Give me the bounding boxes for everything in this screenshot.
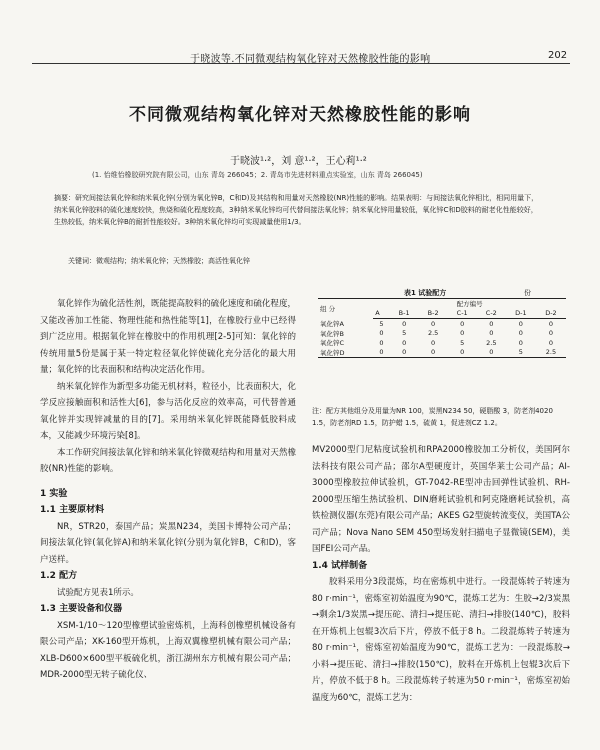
- table-cell: 0: [548, 329, 554, 338]
- column-header: C-1: [448, 309, 477, 319]
- article-keywords: 关键词：微观结构；纳米氧化锌；天然橡胶；高活性氧化锌: [68, 257, 250, 265]
- section-heading-experiment: 1 实验: [40, 488, 68, 499]
- table-cell: 0: [379, 338, 384, 347]
- table-cell: 0: [548, 319, 554, 328]
- table-cell: 0: [548, 338, 554, 347]
- table-cell: 5: [506, 348, 536, 358]
- intro-paragraph: 氧化锌作为硫化活性剂，既能提高胶料的硫化速度和硫化程度，又能改善加工性能、物理性能和热性能等[1]，在橡胶行业中已经得到广泛应用。根据氧化锌在橡胶中的作用机理[2-5]可知：氧化锌的传统用量5份是属于某一特定粒径氧化锌使硫化充分活化的最大用量；氧化锌的比表面积和结构决定活化作用。: [40, 299, 296, 375]
- table-cell: 2.5: [427, 329, 439, 338]
- table-cell: 0: [402, 319, 407, 328]
- group-header: 配方编号: [373, 299, 566, 309]
- running-title: 于晓波等.不同微观结构氧化锌对天然橡胶性能的影响: [190, 54, 431, 65]
- column-header: A: [373, 309, 389, 319]
- table-cell: 0: [460, 329, 465, 338]
- left-column: [40, 296, 296, 684]
- column-header: D-2: [536, 309, 566, 319]
- page-number: 202: [548, 50, 568, 61]
- intro-paragraph: 本工作研究间接法氧化锌和纳米氧化锌微观结构和用量对天然橡胶(NR)性能的影响。: [40, 447, 296, 474]
- table-cell: 0: [379, 329, 384, 338]
- section-heading-equipment: 1.3 主要设备和仪器: [40, 604, 123, 614]
- table-unit: 份: [524, 289, 531, 297]
- table-cell: 0: [489, 319, 494, 328]
- table-caption: 表1 试验配方: [404, 289, 447, 297]
- table-cell: 5: [402, 329, 407, 338]
- row-label: 氧化锌A: [320, 320, 344, 328]
- table-title: [312, 288, 570, 298]
- table-cell: 5: [460, 338, 465, 347]
- row-label: 氧化锌D: [318, 348, 373, 358]
- column-header: D-1: [506, 309, 536, 319]
- table-cell: 0: [518, 329, 523, 338]
- table-cell: 0: [489, 329, 494, 338]
- running-header: [0, 46, 600, 66]
- table-cell: 0: [431, 319, 436, 328]
- table-row: [318, 329, 566, 339]
- equipment-continued: MV2000型门尼粘度试验机和RPA2000橡胶加工分析仪，美国阿尔法科技有限公司产品；邵尔A型硬度计，英国华莱士公司产品；AI-3000型橡胶拉伸试验机，GT-7042-RE型冲击回弹性试验机、RH-2000型压缩生热试验机、DIN磨耗试验机和阿克隆磨耗试验机，高铁检测仪器(东莞)有限公司产品；AKES G2型旋转流变仪，美国TA公司产品；Nova Nano SEM 450型场发射扫描电子显微镜(SEM)，美国FEI公司产品。: [312, 445, 570, 554]
- table-cell: 0: [373, 348, 389, 358]
- table-cell: 5: [379, 319, 384, 328]
- table-cell: 0: [477, 348, 506, 358]
- component-header: 组 分: [318, 299, 373, 319]
- header-rule: [32, 63, 570, 64]
- table-cell: 2.5: [486, 338, 497, 347]
- table-note: 注：配方其他组分及用量为NR 100，炭黑N234 50，硬脂酸 3，防老剂4020 1.5，防老剂RD 1.5，防护蜡 1.5，硫黄 1，促进剂CZ 1.2。: [312, 407, 553, 427]
- formula-table: [318, 298, 566, 358]
- column-header: B-2: [419, 309, 448, 319]
- equipment-text: XSM-1/10～120型橡塑试验密炼机，上海科创橡塑机械设备有限公司产品；XK-160型开炼机，上海双翼橡塑机械有限公司产品；XLB-D600×600型平板硫化机，浙江湖州东方机械有限公司产品；MDR-2000型无转子硫化仪、: [40, 620, 296, 680]
- section-heading-sample: 1.4 试样制备: [312, 560, 368, 571]
- table-cell: 0: [390, 348, 419, 358]
- column-header: B-1: [390, 309, 419, 319]
- row-label: 氧化锌C: [320, 339, 345, 348]
- table-cell: 0: [448, 348, 477, 358]
- table-cell: 0: [518, 319, 523, 328]
- article-title: 不同微观结构氧化锌对天然橡胶性能的影响: [129, 105, 471, 125]
- table-cell: 0: [402, 338, 407, 347]
- materials-text: NR，STR20，泰国产品；炭黑N234，美国卡博特公司产品；间接法氧化锌(氧化锌A)和纳米氧化锌(分别为氧化锌B，C和D)，客户送样。: [40, 521, 296, 565]
- table-row: [318, 338, 566, 348]
- table-cell: 0: [518, 338, 523, 347]
- table-cell: 0: [431, 338, 436, 347]
- sample-text: 胶料采用分3段混炼，均在密炼机中进行。一段混炼转子转速为80 r·min⁻¹，密炼室初始温度为90℃，混炼工艺为：生胶→2/3炭黑→剩余1/3炭黑→提压砣、清扫→提压砣、清扫→排胶(140℃)，胶料在开炼机上包辊3次后下片，停放不低于8 h。二段混炼转子转速为80 r·min⁻¹，密炼室初始温度为90℃，混炼工艺为：一段混炼胶→小料→提压砣、清扫→排胶(150℃)，胶料在开炼机上包辊3次后下片，停放不低于8 h。三段混炼转子转速为50 r·min⁻¹，密炼室初始温度为60℃，混炼工艺为：: [312, 577, 570, 703]
- table-cell: 0: [419, 348, 448, 358]
- table-row: [318, 319, 566, 329]
- article-affiliation: (1. 怡维怡橡胶研究院有限公司，山东 青岛 266045；2. 青岛市先进材料重点实验室，山东 青岛 266045): [92, 171, 423, 179]
- row-label: 氧化锌B: [320, 329, 344, 338]
- column-header: C-2: [477, 309, 506, 319]
- table-cell: 0: [460, 319, 465, 328]
- table-row: [318, 348, 566, 358]
- article-abstract: 摘要：研究间接法氧化锌和纳米氧化锌(分别为氧化锌B，C和D)及其结构和用量对天然橡胶(NR)性能的影响。结果表明：与间接法氧化锌相比，相同用量下，纳米氧化锌胶料的硫化速度较快，焦烧和硫化程度较高，3种纳米氧化锌均可代替间接法氧化锌；纳米氧化锌用量较低，氧化锌C和D胶料的耐老化性能较好，生热较低，纳米氧化锌B的耐折性能较好。3种纳米氧化锌均可实现减量使用1/3。: [54, 194, 539, 226]
- formula-text: 试验配方见表1所示。: [57, 587, 139, 598]
- section-heading-formula: 1.2 配方: [40, 571, 78, 581]
- section-heading-materials: 1.1 主要原材料: [40, 505, 105, 515]
- intro-paragraph: 纳米氧化锌作为新型多功能无机材料，粒径小，比表面积大，化学反应接触面积和活性大[6]，参与活化反应的效率高，可代替普通氧化锌并实现锌减量的目的[7]。采用纳米氧化锌既能降低胶料成本，又能减少环境污染[8]。: [40, 381, 296, 441]
- right-column: [312, 442, 570, 706]
- article-authors: 于晓波¹·²，刘 意¹·²，王心莉¹·²: [230, 156, 367, 167]
- table-cell: 2.5: [536, 348, 566, 358]
